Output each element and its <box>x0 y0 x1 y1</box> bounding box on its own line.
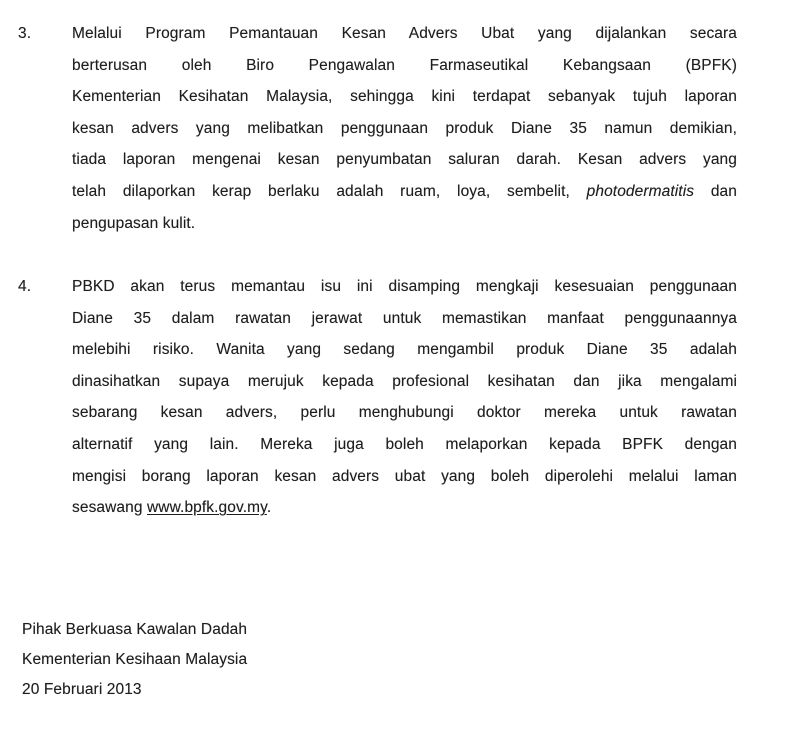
text-line: mengisi borang laporan kesan advers ubat yang boleh diperolehi melalui laman <box>72 467 737 485</box>
text-line: Kementerian Kesihatan Malaysia, sehingga kini terdapat sebanyak tujuh laporan <box>72 88 737 106</box>
text-line: pengupasan kulit. <box>72 214 196 232</box>
text-line: berterusan oleh Biro Pengawalan Farmaseutikal Kebangsaan (BPFK) <box>72 56 737 74</box>
ministry-name: Kementerian Kesihaan Malaysia <box>22 651 248 668</box>
italic-term: photodermatitis <box>586 182 695 200</box>
document-date: 20 Februari 2013 <box>22 681 142 698</box>
paragraph-3-text <box>72 18 737 239</box>
paragraph-3-number: 3. <box>18 25 32 42</box>
text-segment: telah dilaporkan kerap berlaku adalah ruam, loya, sembelit, <box>72 182 587 200</box>
bpfk-url-text: www.bpfk.gov.my <box>147 499 267 517</box>
text-segment: dan <box>694 182 737 200</box>
text-line: Melalui Program Pemantauan Kesan Advers Ubat yang dijalankan secara <box>72 25 737 42</box>
text-line: Diane 35 dalam rawatan jerawat untuk memastikan manfaat penggunaannya <box>72 309 737 327</box>
signature-block <box>22 615 247 705</box>
paragraph-3 <box>0 18 785 239</box>
text-line <box>72 492 737 524</box>
paragraph-4-number: 4. <box>18 278 32 295</box>
text-segment: . <box>266 499 272 517</box>
text-segment: sesawang <box>72 499 148 517</box>
text-line <box>72 176 737 208</box>
paragraph-4-text <box>72 271 737 524</box>
text-line: sebarang kesan advers, perlu menghubungi doktor mereka untuk rawatan <box>72 404 737 422</box>
text-line: kesan advers yang melibatkan penggunaan produk Diane 35 namun demikian, <box>72 119 737 137</box>
paragraph-4 <box>0 271 785 524</box>
issuing-authority: Pihak Berkuasa Kawalan Dadah <box>22 621 248 638</box>
text-line: melebihi risiko. Wanita yang sedang mengambil produk Diane 35 adalah <box>72 341 737 359</box>
text-line: alternatif yang lain. Mereka juga boleh melaporkan kepada BPFK dengan <box>72 435 737 453</box>
text-line: tiada laporan mengenai kesan penyumbatan saluran darah. Kesan advers yang <box>72 151 737 169</box>
text-line: PBKD akan terus memantau isu ini disamping mengkaji kesesuaian penggunaan <box>72 278 737 295</box>
text-line: dinasihatkan supaya merujuk kepada profesional kesihatan dan jika mengalami <box>72 372 737 390</box>
